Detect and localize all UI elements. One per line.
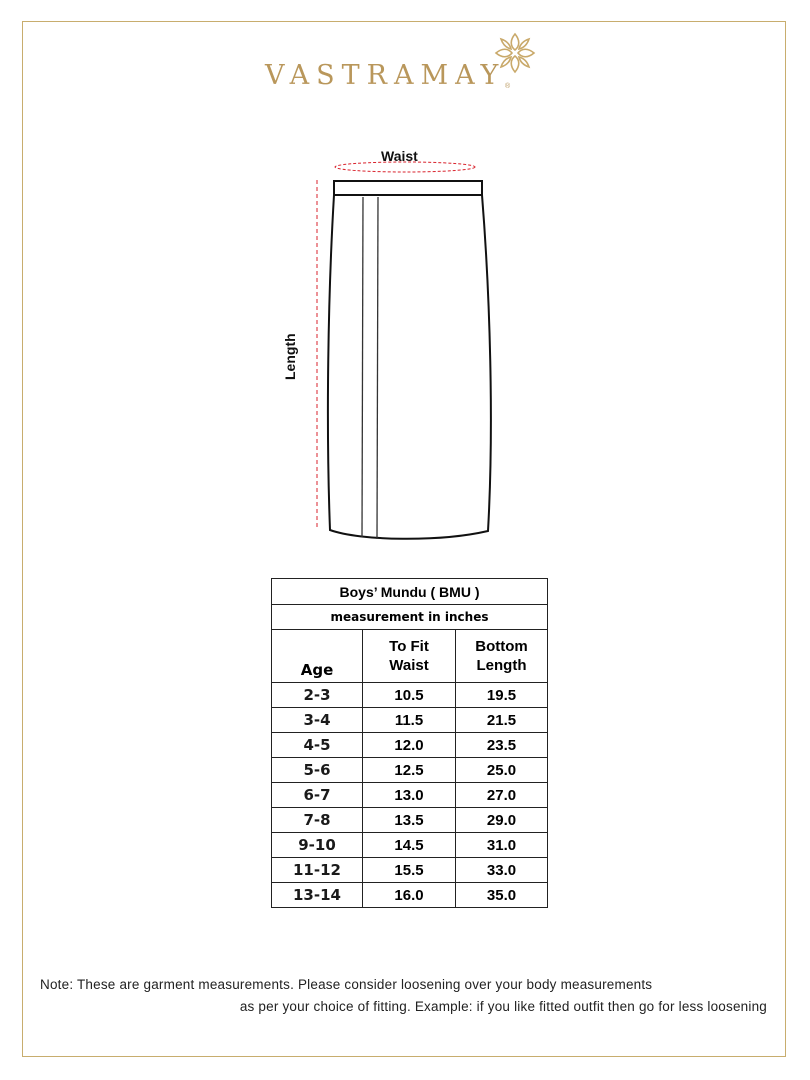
waist-header: To Fit Waist xyxy=(363,630,456,683)
table-row: 3-4 11.5 21.5 xyxy=(272,708,548,733)
table-row: 4-5 12.0 23.5 xyxy=(272,733,548,758)
size-chart-title: Boys’ Mundu ( BMU ) xyxy=(272,579,548,605)
measurement-unit: measurement in inches xyxy=(272,605,548,630)
waist-label: Waist xyxy=(381,148,418,164)
waistband xyxy=(334,181,482,195)
table-row: 9-10 14.5 31.0 xyxy=(272,833,548,858)
waist-guide xyxy=(335,162,475,172)
note-line-2: as per your choice of fitting. Example: if you like fitted outfit then go for less loosening xyxy=(239,999,767,1014)
table-row: 7-8 13.5 29.0 xyxy=(272,808,548,833)
garment-outline xyxy=(328,195,491,539)
length-label: Length xyxy=(282,333,298,380)
length-header: Bottom Length xyxy=(456,630,548,683)
mundu-sketch xyxy=(290,145,520,550)
table-row: 2-3 10.5 19.5 xyxy=(272,683,548,708)
registered-mark: ® xyxy=(505,83,511,90)
fitting-note xyxy=(40,974,767,1018)
age-header: Age xyxy=(272,630,363,683)
size-chart-table xyxy=(271,578,548,908)
brand-name: VASTRAMAY xyxy=(265,60,506,91)
table-row: 13-14 16.0 35.0 xyxy=(272,883,548,908)
table-row: 5-6 12.5 25.0 xyxy=(272,758,548,783)
table-row: 11-12 15.5 33.0 xyxy=(272,858,548,883)
table-row: 6-7 13.0 27.0 xyxy=(272,783,548,808)
note-line-1: Note: These are garment measurements. Please consider loosening over your body measurements xyxy=(40,977,653,992)
